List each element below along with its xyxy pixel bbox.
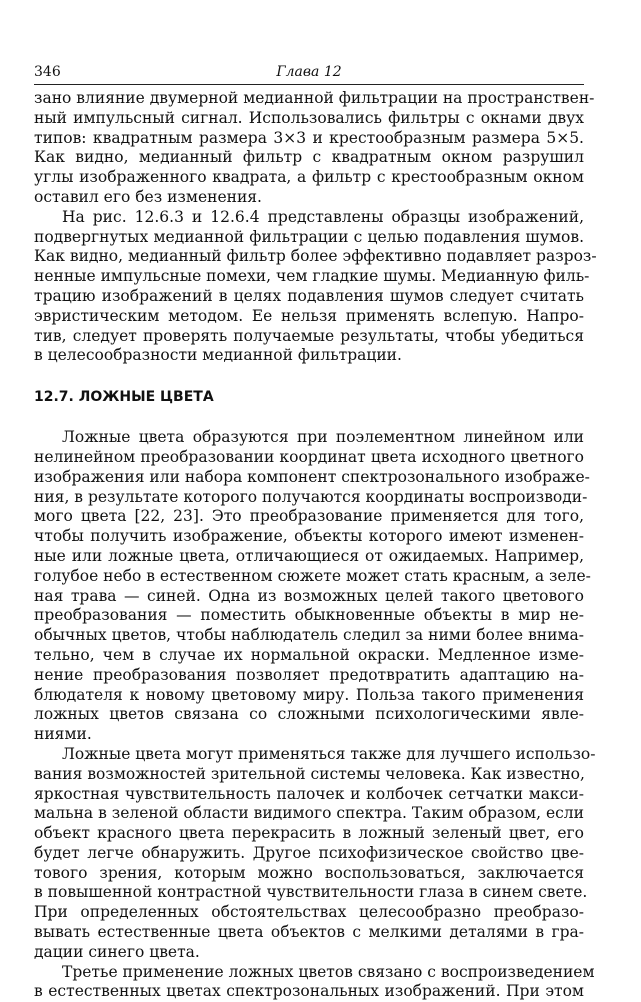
section-heading: 12.7. ЛОЖНЫЕ ЦВЕТА — [34, 389, 214, 406]
text-line: тового зрения, которым можно воспользоваться, заключается — [34, 863, 584, 882]
text-line: в повышенной контрастной чувствительности глаза в синем свете. — [34, 883, 588, 902]
book-page — [34, 62, 597, 1002]
text-line: тельно, чем в случае их нормальной окраски. Медленное изме- — [34, 645, 584, 664]
text-line: ния, в результате которого получаются координаты воспроизводи- — [34, 487, 588, 506]
text-line: подвергнутых медианной фильтрации с целью подавления шумов. — [34, 227, 584, 246]
paragraph-median-filter-examples — [34, 207, 597, 366]
text-line: Как видно, медианный фильтр с квадратным окном разрушил — [34, 148, 584, 167]
text-line: Как видно, медианный фильтр более эффективно подавляет разроз- — [34, 247, 597, 266]
text-line: типов: квадратным размера 3×3 и крестообразным размера 5×5. — [34, 128, 584, 147]
text-line: ные или ложные цвета, отличающиеся от ожидаемых. Например, — [34, 546, 584, 565]
paragraph-visual-system — [34, 744, 596, 963]
paragraph-continued — [34, 89, 595, 208]
text-line: тив, следует проверять получаемые результаты, чтобы убедиться — [34, 326, 584, 345]
text-line: будет легче обнаружить. Другое психофизическое свойство цве- — [34, 843, 584, 862]
text-line: нелинейном преобразовании координат цвета исходного цветного — [34, 447, 584, 466]
text-line: в целесообразности медианной фильтрации. — [34, 346, 402, 365]
text-line: дации синего цвета. — [34, 942, 200, 961]
text-line: нение преобразования позволяет предотвратить адаптацию на- — [34, 665, 584, 684]
text-line: вания возможностей зрительной системы человека. Как известно, — [34, 764, 585, 783]
text-line: углы изображенного квадрата, а фильтр с крестообразным окном — [34, 168, 584, 187]
text-line: мальна в зеленой области видимого спектра. Таким образом, если — [34, 804, 584, 823]
text-line: ная трава — синей. Одна из возможных целей такого цветового — [34, 586, 584, 605]
paragraph-spectrozonal — [34, 962, 595, 1002]
text-line: вывать естественные цвета объектов с мелкими деталями в гра- — [34, 923, 584, 942]
section-spacer — [34, 366, 584, 387]
running-head — [34, 62, 584, 85]
text-line: объект красного цвета перекрасить в ложный зеленый цвет, его — [34, 824, 584, 843]
text-line: При определенных обстоятельствах целесообразно преобразо- — [34, 903, 584, 922]
text-line: обычных цветов, чтобы наблюдатель следил за ними более внима- — [34, 626, 584, 645]
text-line: мого цвета [22, 23]. Это преобразование применяется для того, — [34, 507, 584, 526]
text-line: чтобы получить изображение, объекты которого имеют изменен- — [34, 527, 584, 546]
text-line: ный импульсный сигнал. Использовались фильтры с окнами двух — [34, 108, 584, 127]
text-line: ненные импульсные помехи, чем гладкие шумы. Медианную филь- — [34, 267, 590, 286]
page-number: 346 — [34, 64, 61, 80]
text-line: Ложные цвета могут применяться также для лучшего использо- — [62, 744, 596, 763]
text-line: изображения или набора компонент спектрозонального изображе- — [34, 467, 590, 486]
text-line: яркостная чувствительность палочек и колбочек сетчатки макси- — [34, 784, 584, 803]
text-line: зано влияние двумерной медианной фильтрации на пространствен- — [34, 89, 595, 107]
chapter-title: Глава 12 — [276, 64, 342, 80]
text-line: голубое небо в естественном сюжете может стать красным, а зеле- — [34, 566, 591, 585]
text-line: блюдателя к новому цветовому миру. Польза такого применения — [34, 685, 584, 704]
text-line: Третье применение ложных цветов связано с воспроизведением — [62, 962, 595, 981]
text-line: ложных цветов связана со сложными психологическими явле- — [34, 705, 584, 724]
text-line: преобразования — поместить обыкновенные объекты в мир не- — [34, 606, 584, 625]
text-line: Ложные цвета образуются при поэлементном линейном или — [62, 428, 584, 447]
paragraph-false-colors-intro — [34, 428, 591, 745]
text-line: На рис. 12.6.3 и 12.6.4 представлены образцы изображений, — [62, 207, 584, 226]
text-line: ниями. — [34, 725, 92, 744]
text-line: трацию изображений в целях подавления шумов следует считать — [34, 286, 584, 305]
text-line: оставил его без изменения. — [34, 187, 262, 206]
text-line: в естественных цветах спектрозональных изображений. При этом — [34, 982, 584, 1001]
text-line: эвристическим методом. Ее нельзя применять вслепую. Напро- — [34, 306, 584, 325]
